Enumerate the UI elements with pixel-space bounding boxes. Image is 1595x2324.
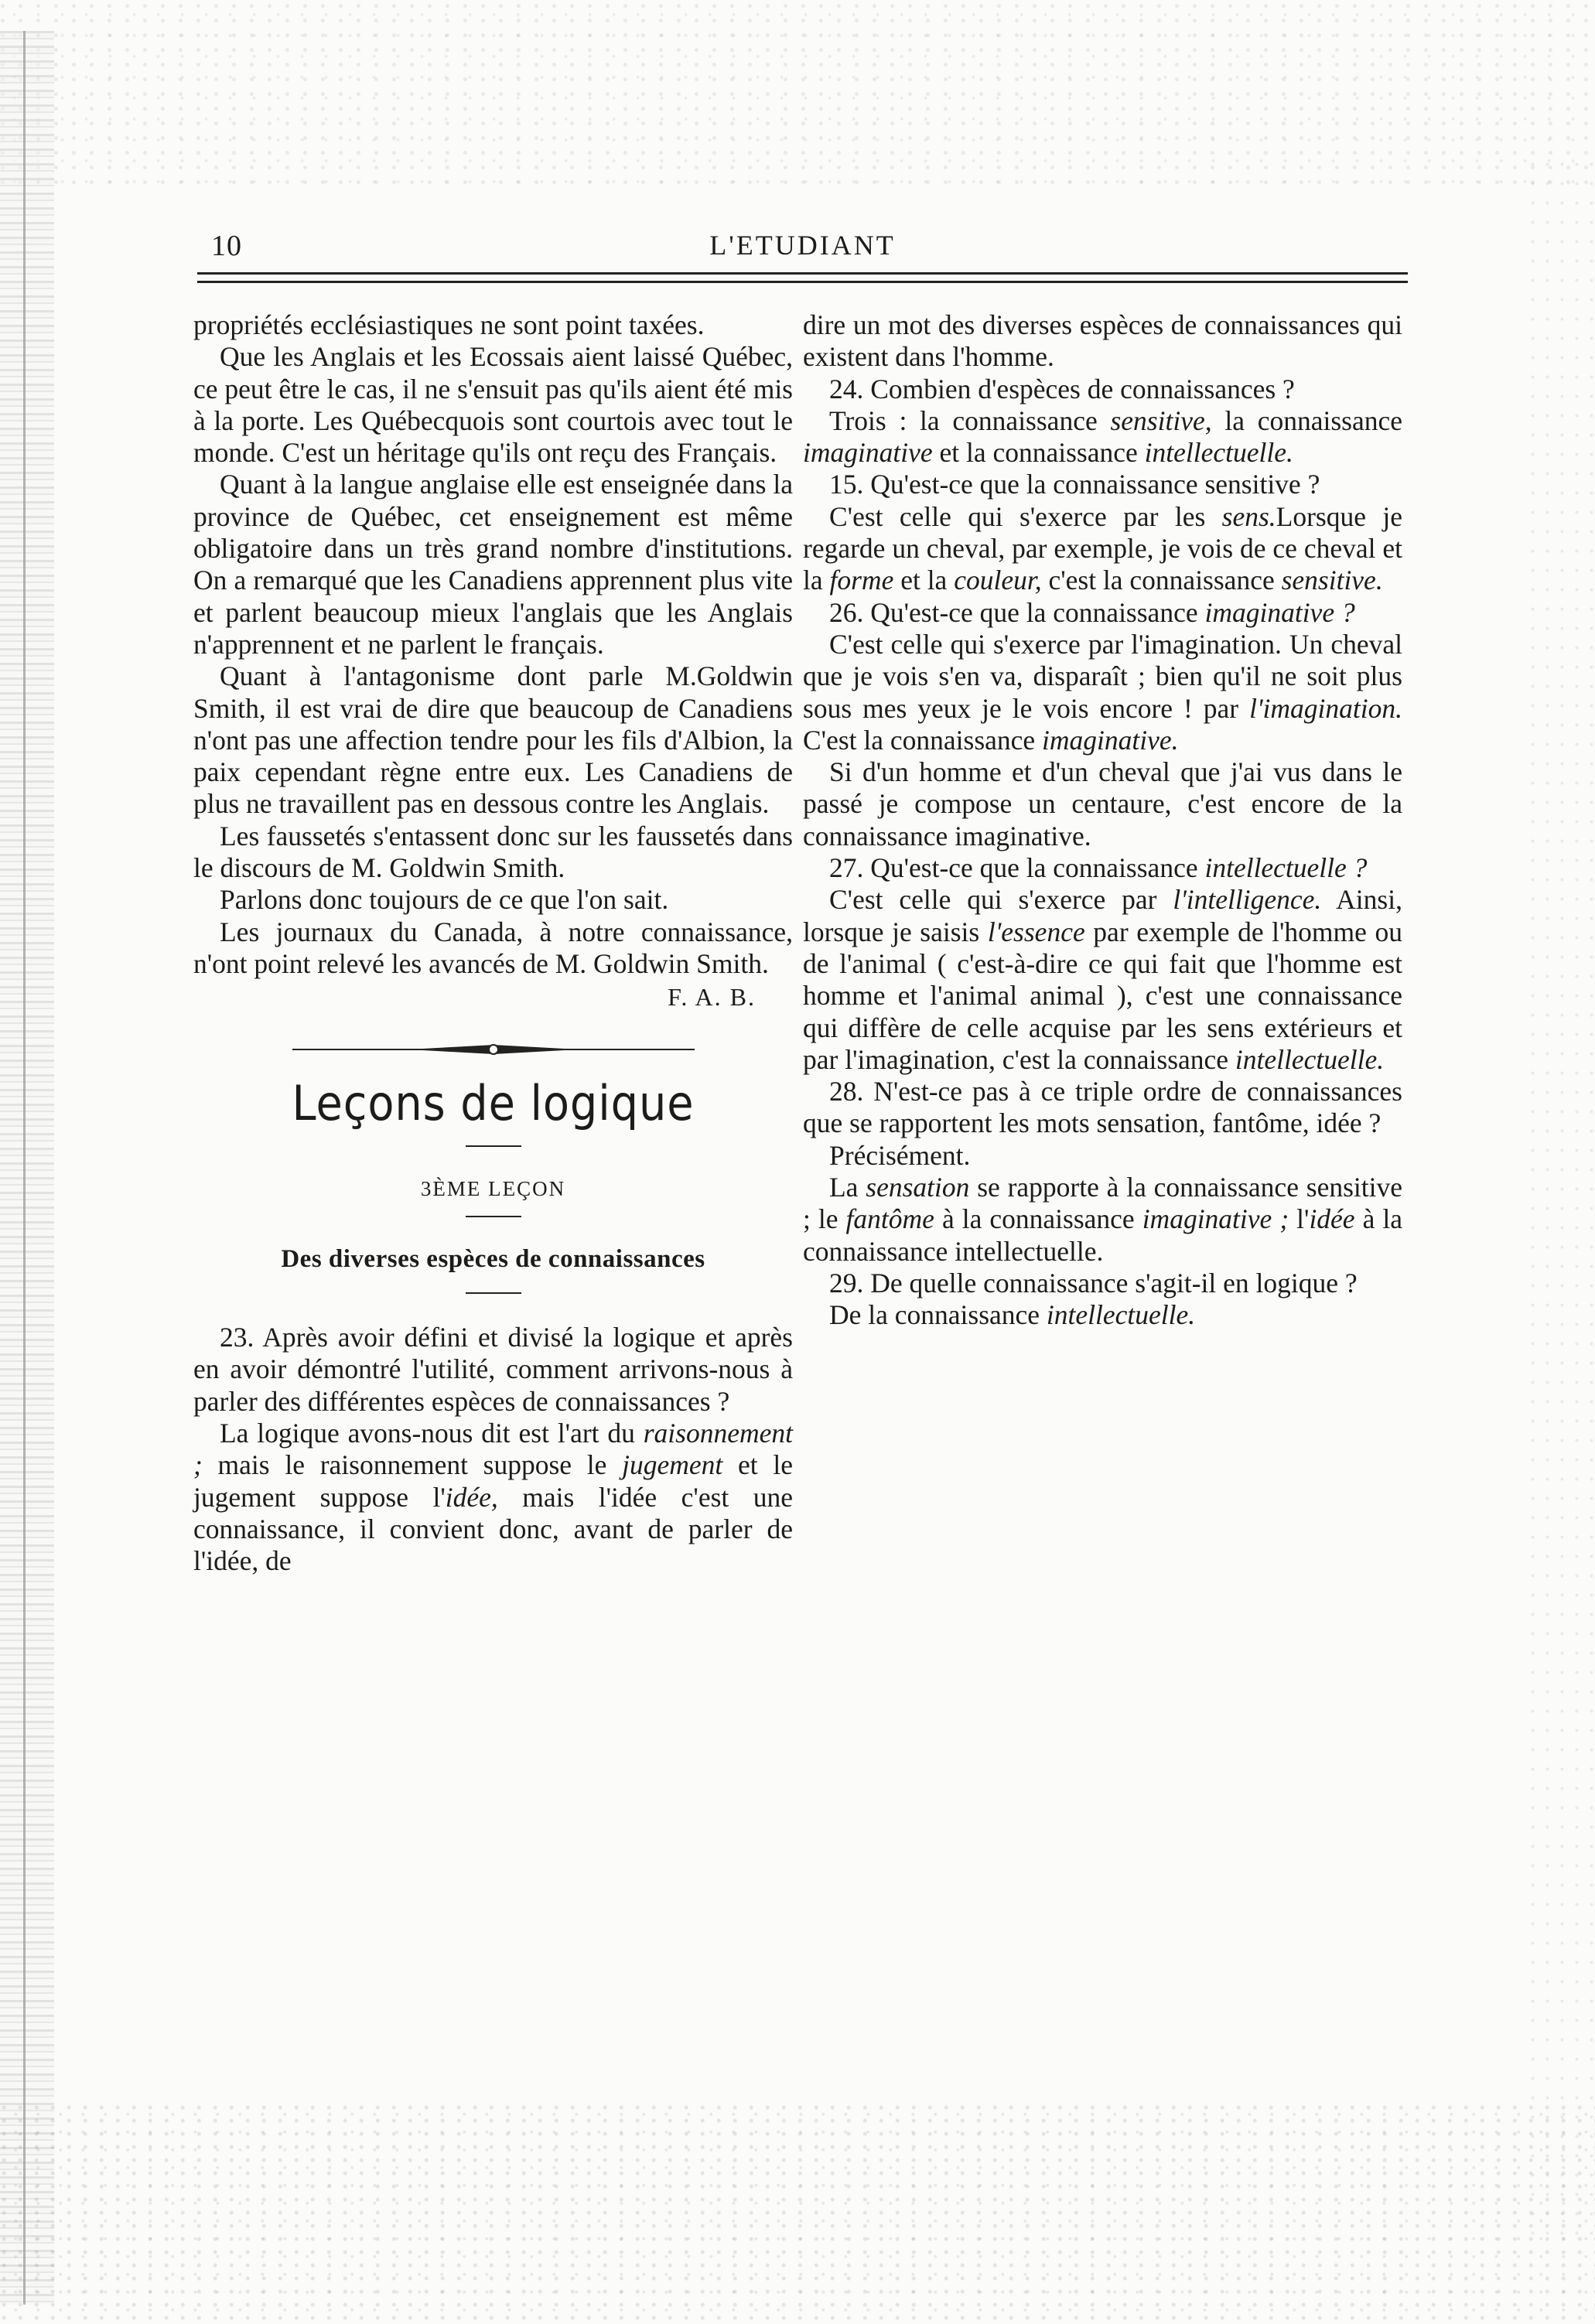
answer-26 bbox=[803, 629, 1402, 756]
text-run: c'est la connaissance bbox=[1041, 565, 1282, 596]
text-run: Ainsi, lorsque je saisis bbox=[803, 884, 1402, 947]
question-28: 28. N'est-ce pas à ce triple ordre de connaissances que se rapportent les mots sensation, fantôme, idée ? bbox=[803, 1076, 1402, 1139]
answer-15 bbox=[803, 501, 1402, 597]
italic-term: sensation bbox=[866, 1172, 970, 1203]
scan-noise-top bbox=[0, 0, 1595, 193]
italic-term: intellectuelle. bbox=[1235, 1043, 1385, 1075]
paragraph: Quant à la langue anglaise elle est enseignée dans la province de Québec, cet enseignement est même obligatoire dans un très grand nombre d'institutions. On a remarqué que les Canadiens apprennent plus vite et parlent beaucoup mieux l'anglais que les Anglais n'apprennent et ne parlent le français. bbox=[193, 469, 793, 660]
paragraph bbox=[803, 1172, 1402, 1268]
italic-term: imaginative bbox=[803, 437, 933, 469]
paragraph: Que les Anglais et les Ecossais aient laissé Québec, ce peut être le cas, il ne s'ensuit pas qu'ils aient été mis à la porte. Les Québecquois sont courtois avec tout le monde. C'est un héritage qu'ils ont reçu des Français. bbox=[193, 341, 793, 469]
text-run: et la connaissance bbox=[932, 437, 1145, 469]
text-run: C'est celle qui s'exerce par l'imagination. Un cheval que je vois s'en va, disparaît ; bien qu'il ne soit plus sous mes yeux je le vois encore ! par bbox=[803, 628, 1402, 724]
page-number: 10 bbox=[211, 230, 242, 262]
short-rule bbox=[466, 1145, 521, 1147]
italic-term: couleur, bbox=[954, 565, 1042, 596]
question-24: 24. Combien d'espèces de connaissances ? bbox=[829, 373, 1295, 404]
text-run: la connaissance bbox=[1211, 404, 1402, 436]
text-run: à la connaissance bbox=[934, 1203, 1142, 1235]
paragraph: Quant à l'antagonisme dont parle M.Goldwin Smith, il est vrai de dire que beaucoup de Canadiens n'ont pas une affection tendre pour les fils d'Albion, la paix cependant règne entre eux. Les Canadiens de plus ne travaillent pas en dessous contre les Anglais. bbox=[193, 660, 793, 820]
italic-term: intellectuelle. bbox=[1144, 437, 1293, 469]
short-rule bbox=[466, 1292, 521, 1294]
section-title: Leçons de logique bbox=[292, 1074, 695, 1131]
ornamental-divider bbox=[292, 1040, 695, 1059]
journal-title: L'ETUDIANT bbox=[709, 230, 896, 261]
paragraph: propriétés ecclésiastiques ne sont point taxées. bbox=[193, 309, 705, 340]
header-double-rule bbox=[197, 272, 1408, 283]
right-column bbox=[803, 309, 1402, 1332]
paragraph: Les journaux du Canada, à notre connaissance, n'ont point relevé les avancés de M. Goldwin Smith. bbox=[193, 916, 793, 979]
italic-term: idée bbox=[1309, 1203, 1355, 1235]
paragraph: Si d'un homme et d'un cheval que j'ai vus dans le passé je compose un centaure, c'est encore de la connaissance imaginative. bbox=[803, 756, 1402, 851]
answer-23 bbox=[193, 1418, 793, 1577]
italic-term: l'intelligence. bbox=[1173, 884, 1322, 916]
italic-term: idée, bbox=[445, 1481, 498, 1513]
text-run: La logique avons-nous dit est l'art du bbox=[220, 1418, 644, 1449]
subsection-title: Des diverses espèces de connaissances bbox=[281, 1244, 705, 1273]
italic-term: imaginative ; bbox=[1142, 1203, 1289, 1235]
lesson-label: 3ÈME LEÇON bbox=[420, 1176, 566, 1200]
text-run: Lorsque je regarde un cheval, par exemple, je vois de ce cheval et la bbox=[803, 500, 1402, 596]
text-run: mais le raisonnement suppose le bbox=[202, 1449, 623, 1481]
answer-24 bbox=[803, 405, 1402, 469]
italic-term: fantôme bbox=[845, 1203, 934, 1235]
text-run: et le jugement suppose l' bbox=[193, 1449, 794, 1513]
question-15: 15. Qu'est-ce que la connaissance sensitive ? bbox=[829, 469, 1320, 500]
text-run: C'est celle qui s'exerce par les bbox=[829, 500, 1222, 532]
text-run: par exemple de l'homme ou de l'animal ( c'est-à-dire ce qui fait que l'homme est homme et l'animal animal ), c'est une connaissance qui diffère de celle acquise par les sens extérieurs et par l'imagination, c'est la connaissance bbox=[803, 916, 1403, 1075]
italic-term: jugement bbox=[622, 1449, 723, 1481]
scan-binding-edge bbox=[0, 31, 54, 2305]
paragraph: Les faussetés s'entassent donc sur les faussetés dans le discours de M. Goldwin Smith. bbox=[193, 820, 793, 884]
answer-29 bbox=[803, 1299, 1402, 1331]
italic-term: intellectuelle. bbox=[1046, 1299, 1196, 1331]
italic-term: sensitive, bbox=[1110, 404, 1212, 436]
text-run: 27. Qu'est-ce que la connaissance bbox=[829, 852, 1205, 884]
left-column bbox=[193, 309, 793, 1578]
italic-term: forme bbox=[829, 565, 894, 596]
answer-27 bbox=[803, 884, 1402, 1076]
running-head bbox=[197, 226, 1408, 266]
italic-term: raisonnement ; bbox=[193, 1418, 793, 1481]
scan-noise-bottom bbox=[0, 2104, 1595, 2324]
italic-term: imaginative. bbox=[1042, 724, 1179, 756]
scan-noise-right bbox=[1525, 155, 1595, 2243]
paragraph: Parlons donc toujours de ce que l'on sait. bbox=[220, 884, 669, 916]
text-run: La bbox=[829, 1172, 866, 1203]
paragraph: dire un mot des diverses espèces de connaissances qui existent dans l'homme. bbox=[803, 309, 1402, 373]
question-27 bbox=[803, 852, 1402, 884]
short-rule bbox=[466, 1216, 521, 1217]
text-run: se rapporte à la connaissance sensitive ; le bbox=[803, 1172, 1402, 1235]
author-signature: F. A. B. bbox=[668, 983, 756, 1012]
text-run: 26. Qu'est-ce que la connaissance bbox=[829, 596, 1205, 628]
text-run: mais l'idée c'est une connaissance, il convient donc, avant de parler de l'idée, de bbox=[193, 1481, 793, 1577]
italic-term: l'essence bbox=[987, 916, 1085, 947]
italic-term: imaginative ? bbox=[1204, 596, 1355, 628]
text-run: C'est la connaissance bbox=[803, 724, 1043, 756]
italic-term: l'imagination. bbox=[1249, 692, 1402, 724]
text-run: l' bbox=[1289, 1203, 1310, 1235]
question-23: 23. Après avoir défini et divisé la logique et après en avoir démontré l'utilité, comment arrivons-nous à parler des différentes espèces de connaissances ? bbox=[193, 1322, 793, 1417]
text-run: C'est celle qui s'exerce par bbox=[829, 884, 1173, 916]
text-run: et la bbox=[893, 565, 955, 596]
italic-term: sens. bbox=[1221, 500, 1276, 532]
italic-term: sensitive. bbox=[1281, 565, 1383, 596]
text-run: Trois : la connaissance bbox=[829, 404, 1111, 436]
text-run: De la connaissance bbox=[829, 1299, 1047, 1331]
question-29: 29. De quelle connaissance s'agit-il en logique ? bbox=[829, 1267, 1358, 1299]
answer-28: Précisément. bbox=[829, 1139, 971, 1171]
question-26 bbox=[803, 597, 1402, 629]
italic-term: intellectuelle ? bbox=[1204, 852, 1368, 884]
text-run: à la connaissance intellectuelle. bbox=[803, 1203, 1403, 1267]
